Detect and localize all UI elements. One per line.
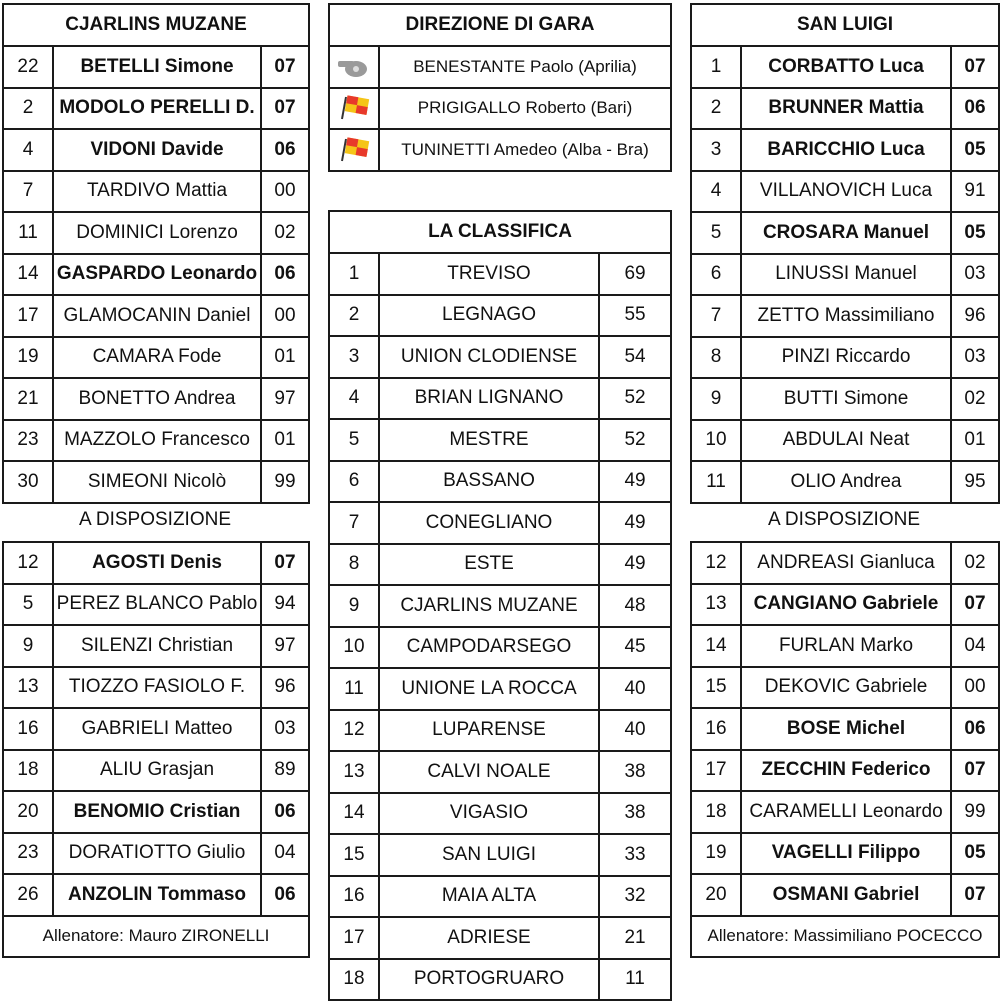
player-row xyxy=(691,46,999,88)
player-name: AGOSTI Denis xyxy=(53,542,261,584)
player-birth-year: 07 xyxy=(951,874,999,916)
player-row xyxy=(3,833,309,875)
player-row xyxy=(3,171,309,213)
player-number: 13 xyxy=(691,584,741,626)
player-name: SIMEONI Nicolò xyxy=(53,461,261,503)
player-birth-year: 06 xyxy=(261,791,309,833)
standings-team: SAN LUIGI xyxy=(379,834,599,876)
player-row xyxy=(3,254,309,296)
standings-team: TREVISO xyxy=(379,253,599,295)
player-number: 5 xyxy=(691,212,741,254)
standings-position: 13 xyxy=(329,751,379,793)
player-name: OSMANI Gabriel xyxy=(741,874,951,916)
player-row xyxy=(691,171,999,213)
standings-team: BRIAN LIGNANO xyxy=(379,378,599,420)
standings-row xyxy=(329,585,671,627)
player-row xyxy=(3,461,309,503)
standings-points: 69 xyxy=(599,253,671,295)
standings-row xyxy=(329,544,671,586)
player-number: 11 xyxy=(691,461,741,503)
home-starters-table xyxy=(2,3,310,504)
player-name: PINZI Riccardo xyxy=(741,337,951,379)
player-row xyxy=(691,874,999,916)
player-row xyxy=(3,129,309,171)
standings-row xyxy=(329,834,671,876)
standings-row xyxy=(329,959,671,1001)
player-number: 18 xyxy=(3,750,53,792)
referee-row xyxy=(329,129,671,171)
standings-team: UNIONE LA ROCCA xyxy=(379,668,599,710)
standings-points: 54 xyxy=(599,336,671,378)
player-row xyxy=(691,584,999,626)
standings-points: 40 xyxy=(599,710,671,752)
standings-position: 18 xyxy=(329,959,379,1001)
player-number: 14 xyxy=(691,625,741,667)
player-row xyxy=(3,750,309,792)
standings-row xyxy=(329,253,671,295)
player-name: DOMINICI Lorenzo xyxy=(53,212,261,254)
player-row xyxy=(691,88,999,130)
away-starters-table xyxy=(690,3,1000,504)
standings-team: PORTOGRUARO xyxy=(379,959,599,1001)
player-number: 7 xyxy=(3,171,53,213)
standings-row xyxy=(329,378,671,420)
player-name: VILLANOVICH Luca xyxy=(741,171,951,213)
player-name: SILENZI Christian xyxy=(53,625,261,667)
player-number: 11 xyxy=(3,212,53,254)
player-row xyxy=(691,625,999,667)
player-birth-year: 01 xyxy=(261,337,309,379)
player-number: 12 xyxy=(3,542,53,584)
standings-row xyxy=(329,627,671,669)
player-row xyxy=(3,337,309,379)
player-birth-year: 02 xyxy=(951,378,999,420)
player-number: 10 xyxy=(691,420,741,462)
player-birth-year: 95 xyxy=(951,461,999,503)
player-row xyxy=(691,378,999,420)
referee-name: TUNINETTI Amedeo (Alba - Bra) xyxy=(379,129,671,171)
standings-position: 15 xyxy=(329,834,379,876)
player-name: OLIO Andrea xyxy=(741,461,951,503)
referee-name: BENESTANTE Paolo (Aprilia) xyxy=(379,46,671,88)
player-number: 8 xyxy=(691,337,741,379)
player-birth-year: 05 xyxy=(951,212,999,254)
standings-position: 4 xyxy=(329,378,379,420)
player-name: ZETTO Massimiliano xyxy=(741,295,951,337)
standings-points: 38 xyxy=(599,751,671,793)
player-row xyxy=(691,667,999,709)
standings-table xyxy=(328,210,672,1001)
player-birth-year: 07 xyxy=(951,750,999,792)
player-birth-year: 94 xyxy=(261,584,309,626)
player-row xyxy=(3,295,309,337)
standings-team: CALVI NOALE xyxy=(379,751,599,793)
player-number: 19 xyxy=(691,833,741,875)
player-birth-year: 01 xyxy=(261,420,309,462)
standings-team: ADRIESE xyxy=(379,917,599,959)
standings-row xyxy=(329,295,671,337)
player-name: PEREZ BLANCO Pablo xyxy=(53,584,261,626)
player-number: 20 xyxy=(691,874,741,916)
player-number: 4 xyxy=(3,129,53,171)
player-row xyxy=(3,708,309,750)
player-row xyxy=(691,542,999,584)
player-name: BONETTO Andrea xyxy=(53,378,261,420)
standings-position: 8 xyxy=(329,544,379,586)
player-row xyxy=(691,337,999,379)
player-birth-year: 02 xyxy=(951,542,999,584)
player-name: DORATIOTTO Giulio xyxy=(53,833,261,875)
player-number: 16 xyxy=(691,708,741,750)
standings-points: 48 xyxy=(599,585,671,627)
player-row xyxy=(691,750,999,792)
player-birth-year: 00 xyxy=(261,295,309,337)
player-number: 21 xyxy=(3,378,53,420)
player-row xyxy=(3,212,309,254)
standings-team: MAIA ALTA xyxy=(379,876,599,918)
player-number: 1 xyxy=(691,46,741,88)
standings-points: 40 xyxy=(599,668,671,710)
player-birth-year: 04 xyxy=(261,833,309,875)
player-number: 9 xyxy=(691,378,741,420)
player-row xyxy=(3,667,309,709)
player-row xyxy=(3,874,309,916)
standings-team: CONEGLIANO xyxy=(379,502,599,544)
standings-points: 52 xyxy=(599,419,671,461)
referee-name: PRIGIGALLO Roberto (Bari) xyxy=(379,88,671,130)
player-birth-year: 99 xyxy=(261,461,309,503)
player-name: BOSE Michel xyxy=(741,708,951,750)
standings-position: 2 xyxy=(329,295,379,337)
player-birth-year: 03 xyxy=(261,708,309,750)
player-name: CANGIANO Gabriele xyxy=(741,584,951,626)
standings-title: LA CLASSIFICA xyxy=(329,211,671,253)
player-row xyxy=(691,791,999,833)
away-bench-table xyxy=(690,541,1000,958)
player-number: 17 xyxy=(691,750,741,792)
assistant-flag-icon xyxy=(329,129,379,171)
player-number: 23 xyxy=(3,833,53,875)
player-name: FURLAN Marko xyxy=(741,625,951,667)
standings-points: 55 xyxy=(599,295,671,337)
standings-points: 33 xyxy=(599,834,671,876)
player-number: 14 xyxy=(3,254,53,296)
player-row xyxy=(3,420,309,462)
player-name: TARDIVO Mattia xyxy=(53,171,261,213)
player-name: GLAMOCANIN Daniel xyxy=(53,295,261,337)
standings-position: 1 xyxy=(329,253,379,295)
standings-row xyxy=(329,917,671,959)
player-name: ALIU Grasjan xyxy=(53,750,261,792)
standings-position: 16 xyxy=(329,876,379,918)
player-row xyxy=(691,708,999,750)
player-birth-year: 06 xyxy=(951,708,999,750)
standings-team: MESTRE xyxy=(379,419,599,461)
player-birth-year: 07 xyxy=(261,542,309,584)
referee-row xyxy=(329,46,671,88)
player-birth-year: 99 xyxy=(951,791,999,833)
standings-row xyxy=(329,751,671,793)
player-birth-year: 00 xyxy=(261,171,309,213)
standings-points: 45 xyxy=(599,627,671,669)
assistant-flag-icon xyxy=(329,88,379,130)
player-name: DEKOVIC Gabriele xyxy=(741,667,951,709)
player-birth-year: 07 xyxy=(951,46,999,88)
player-number: 9 xyxy=(3,625,53,667)
player-name: ABDULAI Neat xyxy=(741,420,951,462)
player-number: 2 xyxy=(691,88,741,130)
player-name: BRUNNER Mattia xyxy=(741,88,951,130)
player-birth-year: 01 xyxy=(951,420,999,462)
player-birth-year: 02 xyxy=(261,212,309,254)
standings-position: 6 xyxy=(329,461,379,503)
player-name: ZECCHIN Federico xyxy=(741,750,951,792)
player-birth-year: 05 xyxy=(951,833,999,875)
player-birth-year: 03 xyxy=(951,337,999,379)
player-name: VAGELLI Filippo xyxy=(741,833,951,875)
standings-team: LEGNAGO xyxy=(379,295,599,337)
player-number: 16 xyxy=(3,708,53,750)
standings-position: 10 xyxy=(329,627,379,669)
player-name: BETELLI Simone xyxy=(53,46,261,88)
player-name: VIDONI Davide xyxy=(53,129,261,171)
home-coach: Allenatore: Mauro ZIRONELLI xyxy=(3,916,309,958)
standings-points: 11 xyxy=(599,959,671,1001)
player-row xyxy=(691,254,999,296)
referee-row xyxy=(329,88,671,130)
standings-position: 14 xyxy=(329,793,379,835)
player-name: ANDREASI Gianluca xyxy=(741,542,951,584)
player-name: MAZZOLO Francesco xyxy=(53,420,261,462)
player-row xyxy=(691,295,999,337)
referees-table xyxy=(328,3,672,172)
player-number: 30 xyxy=(3,461,53,503)
player-birth-year: 07 xyxy=(951,584,999,626)
player-birth-year: 96 xyxy=(951,295,999,337)
player-birth-year: 05 xyxy=(951,129,999,171)
player-birth-year: 07 xyxy=(261,88,309,130)
home-bench-label: A DISPOSIZIONE xyxy=(78,509,232,530)
player-birth-year: 06 xyxy=(261,874,309,916)
away-coach: Allenatore: Massimiliano POCECCO xyxy=(691,916,999,958)
player-name: ANZOLIN Tommaso xyxy=(53,874,261,916)
player-number: 7 xyxy=(691,295,741,337)
player-number: 26 xyxy=(3,874,53,916)
player-number: 12 xyxy=(691,542,741,584)
away-bench-label: A DISPOSIZIONE xyxy=(767,509,921,530)
player-number: 20 xyxy=(3,791,53,833)
player-row xyxy=(691,420,999,462)
standings-points: 21 xyxy=(599,917,671,959)
standings-row xyxy=(329,668,671,710)
standings-points: 49 xyxy=(599,544,671,586)
player-number: 23 xyxy=(3,420,53,462)
standings-position: 9 xyxy=(329,585,379,627)
home-team-title: CJARLINS MUZANE xyxy=(3,4,309,46)
player-row xyxy=(3,88,309,130)
player-number: 17 xyxy=(3,295,53,337)
player-row xyxy=(3,542,309,584)
player-name: TIOZZO FASIOLO F. xyxy=(53,667,261,709)
player-name: CARAMELLI Leonardo xyxy=(741,791,951,833)
player-row xyxy=(691,129,999,171)
player-name: BENOMIO Cristian xyxy=(53,791,261,833)
standings-position: 12 xyxy=(329,710,379,752)
standings-position: 3 xyxy=(329,336,379,378)
standings-position: 17 xyxy=(329,917,379,959)
standings-team: LUPARENSE xyxy=(379,710,599,752)
standings-team: BASSANO xyxy=(379,461,599,503)
player-row xyxy=(691,833,999,875)
player-name: GABRIELI Matteo xyxy=(53,708,261,750)
player-birth-year: 06 xyxy=(261,129,309,171)
player-number: 22 xyxy=(3,46,53,88)
player-birth-year: 91 xyxy=(951,171,999,213)
player-birth-year: 97 xyxy=(261,625,309,667)
player-number: 18 xyxy=(691,791,741,833)
standings-points: 49 xyxy=(599,502,671,544)
standings-team: ESTE xyxy=(379,544,599,586)
player-number: 15 xyxy=(691,667,741,709)
whistle-icon xyxy=(329,46,379,88)
standings-position: 5 xyxy=(329,419,379,461)
player-name: CAMARA Fode xyxy=(53,337,261,379)
player-row xyxy=(691,461,999,503)
player-row xyxy=(3,791,309,833)
standings-row xyxy=(329,876,671,918)
referees-title: DIREZIONE DI GARA xyxy=(329,4,671,46)
standings-points: 32 xyxy=(599,876,671,918)
player-birth-year: 07 xyxy=(261,46,309,88)
standings-row xyxy=(329,336,671,378)
player-number: 5 xyxy=(3,584,53,626)
player-birth-year: 97 xyxy=(261,378,309,420)
standings-row xyxy=(329,710,671,752)
standings-team: CJARLINS MUZANE xyxy=(379,585,599,627)
player-row xyxy=(3,378,309,420)
player-birth-year: 00 xyxy=(951,667,999,709)
standings-points: 38 xyxy=(599,793,671,835)
player-birth-year: 04 xyxy=(951,625,999,667)
player-row xyxy=(3,584,309,626)
player-name: LINUSSI Manuel xyxy=(741,254,951,296)
player-name: CROSARA Manuel xyxy=(741,212,951,254)
player-number: 2 xyxy=(3,88,53,130)
standings-position: 11 xyxy=(329,668,379,710)
standings-row xyxy=(329,419,671,461)
player-row xyxy=(3,625,309,667)
player-name: BARICCHIO Luca xyxy=(741,129,951,171)
standings-team: VIGASIO xyxy=(379,793,599,835)
away-team-title: SAN LUIGI xyxy=(691,4,999,46)
player-birth-year: 89 xyxy=(261,750,309,792)
player-name: BUTTI Simone xyxy=(741,378,951,420)
player-name: GASPARDO Leonardo xyxy=(53,254,261,296)
player-row xyxy=(691,212,999,254)
player-birth-year: 96 xyxy=(261,667,309,709)
player-row xyxy=(3,46,309,88)
standings-team: UNION CLODIENSE xyxy=(379,336,599,378)
player-birth-year: 06 xyxy=(261,254,309,296)
standings-team: CAMPODARSEGO xyxy=(379,627,599,669)
player-name: CORBATTO Luca xyxy=(741,46,951,88)
standings-row xyxy=(329,502,671,544)
standings-position: 7 xyxy=(329,502,379,544)
player-birth-year: 03 xyxy=(951,254,999,296)
player-number: 3 xyxy=(691,129,741,171)
player-birth-year: 06 xyxy=(951,88,999,130)
standings-points: 49 xyxy=(599,461,671,503)
standings-row xyxy=(329,461,671,503)
standings-points: 52 xyxy=(599,378,671,420)
standings-row xyxy=(329,793,671,835)
player-number: 13 xyxy=(3,667,53,709)
player-number: 6 xyxy=(691,254,741,296)
player-name: MODOLO PERELLI D. xyxy=(53,88,261,130)
player-number: 19 xyxy=(3,337,53,379)
home-bench-table xyxy=(2,541,310,958)
player-number: 4 xyxy=(691,171,741,213)
